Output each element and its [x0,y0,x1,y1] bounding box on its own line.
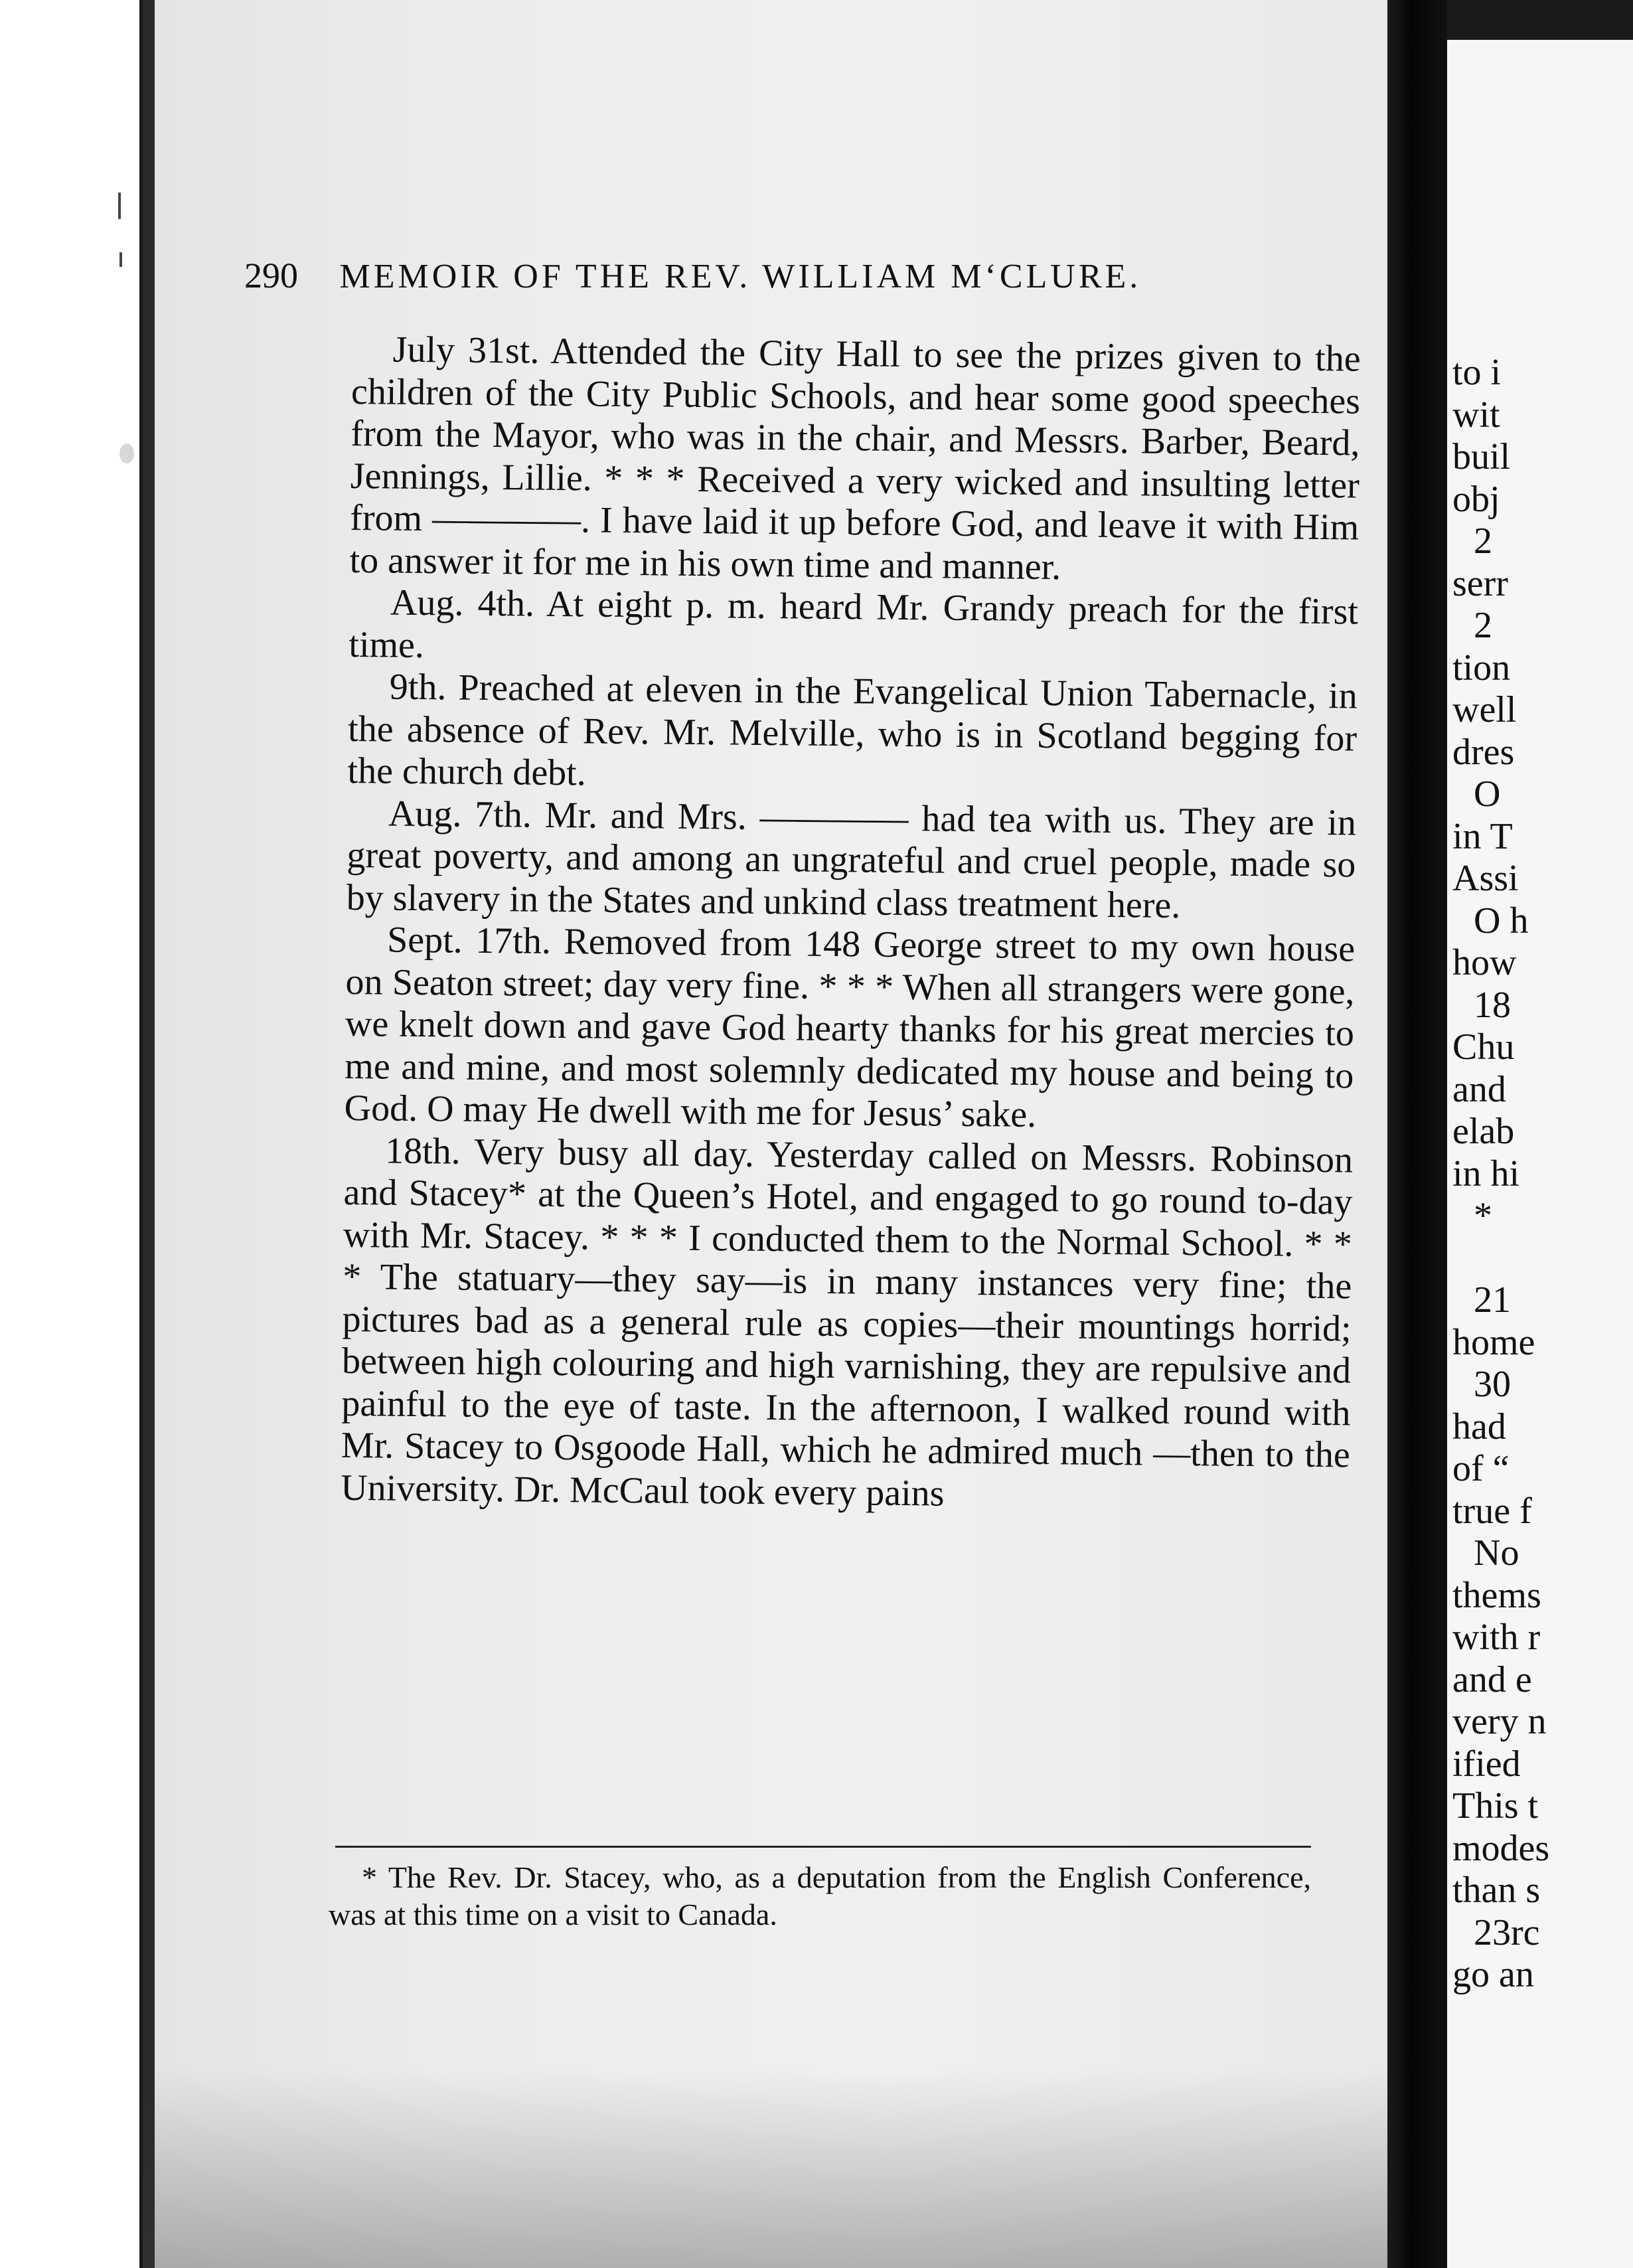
facing-page-line: * [1474,1195,1492,1236]
facing-page-line: with r [1452,1617,1541,1658]
running-title: MEMOIR OF THE REV. WILLIAM M‘CLURE. [339,258,1142,295]
facing-page [1447,40,1633,2268]
facing-page-line: in T [1452,815,1513,857]
facing-page-line: 2 [1474,605,1492,646]
facing-page-line: O h [1474,900,1529,941]
facing-page-line: true f [1452,1490,1532,1532]
facing-page-line: to i [1452,352,1502,393]
facing-page-line: home [1452,1321,1535,1363]
facing-page-line: go an [1452,1954,1534,1995]
facing-page-line: Assi [1452,858,1519,899]
footnote-rule [335,1846,1311,1848]
facing-page-line: serr [1452,562,1508,604]
margin-mark [118,193,121,219]
facing-page-line: 23rc [1474,1911,1540,1953]
paragraph: Aug. 4th. At eight p. m. heard Mr. Grandy preach for the first time. [349,582,1359,666]
facing-page-line: and e [1452,1659,1532,1700]
facing-page-line: than s [1452,1870,1541,1911]
margin-dot [119,444,134,463]
paragraph: Sept. 17th. Removed from 148 George street to my own house on Seaton street; day very fine. * * * When all strangers were gone, we knelt down and gave God hearty thanks for his great mercies to me and mine, and most solemnly dedicated my house and being to God. O may He dwell with me for Jesus’ sake. [344,919,1356,1135]
facing-page-line: obj [1452,478,1500,520]
page-number: 290 [244,256,298,295]
facing-page-line: how [1452,942,1517,983]
facing-page-line: This t [1452,1785,1539,1826]
facing-page-line [1447,1238,1633,1280]
paragraph: Aug. 7th. Mr. and Mrs. ———— had tea with us. They are in great poverty, and among an ungrateful and cruel people, made so by slavery in the States and unkind class treatment here. [346,793,1357,926]
paragraph: 9th. Preached at eleven in the Evangelical Union Tabernacle, in the absence of Rev. Mr. Melville, who is in Scotland begging for the church debt. [347,666,1358,794]
facing-page-line: ified [1452,1743,1521,1785]
footnote: * The Rev. Dr. Stacey, who, as a deputation from the English Conference, was at this time on a visit to Canada. [329,1860,1311,1931]
facing-page-line: Chu [1452,1026,1515,1068]
facing-page-text [1447,352,1633,1996]
paragraph: 18th. Very busy all day. Yesterday called on Messrs. Robinson and Stacey* at the Queen’s Hotel, and engaged to go round to-day with Mr. Stacey. * * * I conducted them to the Normal School. * * * The statuary—they say—is in many instances very fine; the pictures bad as a general rule as copies—their mountings horrid; between high colouring and high varnishing, they are repulsive and painful to the eye of taste. In the afternoon, I walked round with Mr. Stacey to Osgoode Hall, which he admired much —then to the University. Dr. McCaul took every pains [340,1130,1354,1514]
facing-page-line: had [1452,1406,1506,1447]
facing-page-line: in hi [1452,1153,1520,1194]
facing-page-line: well [1452,689,1517,730]
running-head [244,255,1320,296]
facing-page-line: tion [1452,647,1511,688]
facing-page-line: modes [1452,1827,1550,1869]
facing-page-line: 30 [1474,1364,1511,1405]
body-text [341,329,1361,1519]
facing-page-line: O [1474,773,1501,815]
facing-page-line: buil [1452,436,1511,477]
facing-page-line: 18 [1474,984,1511,1026]
page-left-edge [143,0,155,2268]
facing-page-line: thems [1452,1574,1541,1616]
scan-left-margin [0,0,139,2268]
margin-mark [119,252,122,267]
facing-page-line: dres [1452,731,1515,773]
facing-page-line: and [1452,1068,1506,1110]
facing-page-line: very n [1452,1701,1547,1742]
page-shadow [143,2069,1387,2268]
facing-page-line: 21 [1474,1279,1511,1321]
facing-page-line: No [1474,1532,1519,1574]
paragraph: July 31st. Attended the City Hall to see the prizes given to the children of the City Public Schools, and hear some good speeches from the Mayor, who was in the chair, and Messrs. Barber, Beard, Jennings, Lillie. * * * Received a very wicked and insulting letter from ————. I have laid it up before God, and leave it with Him to answer it for me in his own time and manner. [349,329,1361,588]
facing-page-line: of “ [1452,1448,1510,1489]
facing-page-line: 2 [1474,521,1492,562]
facing-page-line: elab [1452,1111,1515,1152]
facing-page-line: wit [1452,394,1500,436]
book-gutter [1387,0,1447,2268]
